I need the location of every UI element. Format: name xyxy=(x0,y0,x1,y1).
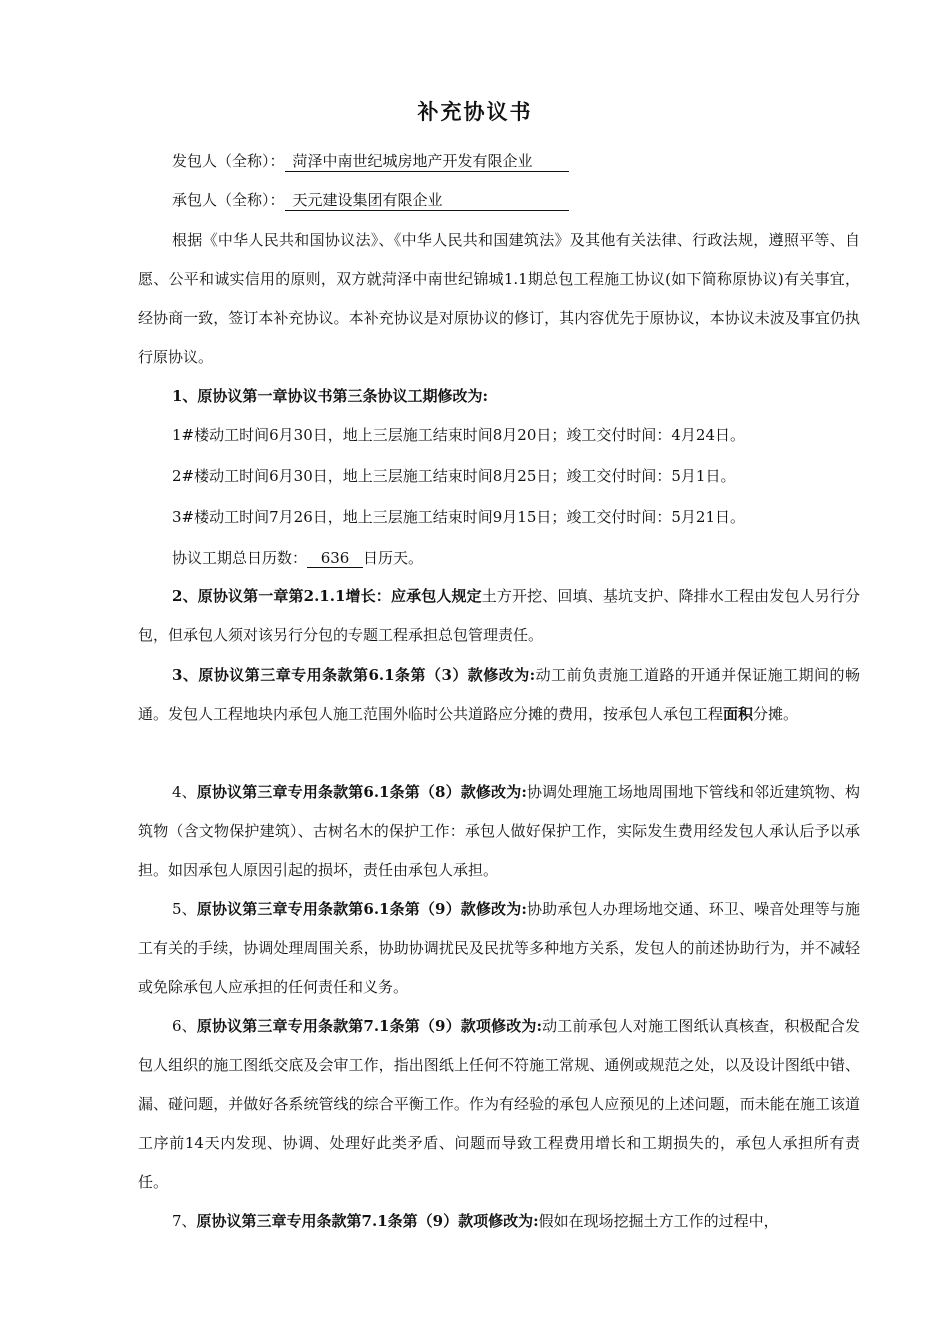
section6-paragraph xyxy=(138,1007,860,1202)
section7-paragraph xyxy=(138,1202,860,1241)
section7-body: 假如在现场挖掘土方工作的过程中， xyxy=(538,1212,779,1230)
section1-heading: 1、原协议第一章协议书第三条协议工期修改为: xyxy=(172,387,488,405)
intro-paragraph: 根据《中华人民共和国协议法》、《中华人民共和国建筑法》及其他有关法律、行政法规，遵照平等、自愿、公平和诚实信用的原则，双方就菏泽中南世纪锦城1.1期总包工程施工协议(如下简称原协议)有关事宜，经协商一致，签订本补充协议。本补充协议是对原协议的修订，其内容优先于原协议，本协议未波及事宜仍执行原协议。 xyxy=(138,231,860,366)
section4-number: 4、 xyxy=(172,783,197,801)
employer-line xyxy=(172,150,569,172)
contractor-line xyxy=(172,189,569,211)
section2-paragraph xyxy=(138,577,860,655)
section1-building1: 1#楼动工时间6月30日，地上三层施工结束时间8月20日；竣工交付时间：4月24日。 xyxy=(172,426,746,444)
section7-heading: 原协议第三章专用条款第7.1条第（9）款项修改为: xyxy=(196,1212,539,1230)
section3-paragraph xyxy=(138,656,860,734)
total-label: 协议工期总日历数： xyxy=(172,549,308,567)
section2-body: 土方开挖、回填、基坑支护、降排水工程由发包人另行分包，但承包人须对该另行分包的专题工程承担总包管理责任。 xyxy=(138,587,860,644)
section6-number: 6、 xyxy=(172,1017,197,1035)
section4-body: 协调处理施工场地周围地下管线和邻近建筑物、构筑物（含文物保护建筑）、古树名木的保护工作：承包人做好保护工作，实际发生费用经发包人承认后予以承担。如因承包人原因引起的损坏，责任由承包人承担。 xyxy=(138,783,860,879)
section1-total xyxy=(172,547,423,568)
section7-number: 7、 xyxy=(172,1212,197,1230)
section5-body: 协助承包人办理场地交通、环卫、噪音处理等与施工有关的手续，协调处理周围关系，协助协调扰民及民扰等多种地方关系，发包人的前述协助行为，并不减轻或免除承包人应承担的任何责任和义务。 xyxy=(138,900,860,996)
section5-paragraph xyxy=(138,890,860,1007)
section3-end: 分摊。 xyxy=(753,705,799,723)
total-value: 636 xyxy=(307,549,363,568)
document-title: 补充协议书 xyxy=(417,100,533,124)
section4-paragraph xyxy=(138,773,860,890)
section2-heading: 2、原协议第一章第2.1.1增长：应承包人规定 xyxy=(172,587,482,605)
section3-heading: 3、原协议第三章专用条款第6.1条第（3）款修改为: xyxy=(172,666,536,684)
section6-body: 动工前承包人对施工图纸认真核查，积极配合发包人组织的施工图纸交底及会审工作，指出图纸上任何不符施工常规、通例或规范之处，以及设计图纸中错、漏、碰问题，并做好各系统管线的综合平衡工作。作为有经验的承包人应预见的上述问题，而未能在施工该道工序前14天内发现、协调、处理好此类矛盾、问题而导致工程费用增长和工期损失的，承包人承担所有责任。 xyxy=(138,1017,860,1191)
section5-number: 5、 xyxy=(172,900,197,918)
section1-building2: 2#楼动工时间6月30日，地上三层施工结束时间8月25日；竣工交付时间：5月1日。 xyxy=(172,467,736,485)
section3-bold-tail: 面积 xyxy=(723,705,754,723)
section5-heading: 原协议第三章专用条款第6.1条第（9）款修改为: xyxy=(196,900,527,918)
section3-body: 动工前负责施工道路的开通并保证施工期间的畅通。发包人工程地块内承包人施工范围外临时公共道路应分摊的费用，按承包人承包工程 xyxy=(138,666,860,723)
total-unit: 日历天。 xyxy=(363,549,424,567)
employer-label: 发包人（全称）： xyxy=(172,152,285,170)
employer-value: 菏泽中南世纪城房地产开发有限企业 xyxy=(285,150,569,172)
contractor-value: 天元建设集团有限企业 xyxy=(285,189,569,211)
contractor-label: 承包人（全称）： xyxy=(172,191,285,209)
section4-heading: 原协议第三章专用条款第6.1条第（8）款修改为: xyxy=(196,783,527,801)
section6-heading: 原协议第三章专用条款第7.1条第（9）款项修改为: xyxy=(196,1017,543,1035)
section1-building3: 3#楼动工时间7月26日，地上三层施工结束时间9月15日；竣工交付时间：5月21日。 xyxy=(172,508,746,526)
